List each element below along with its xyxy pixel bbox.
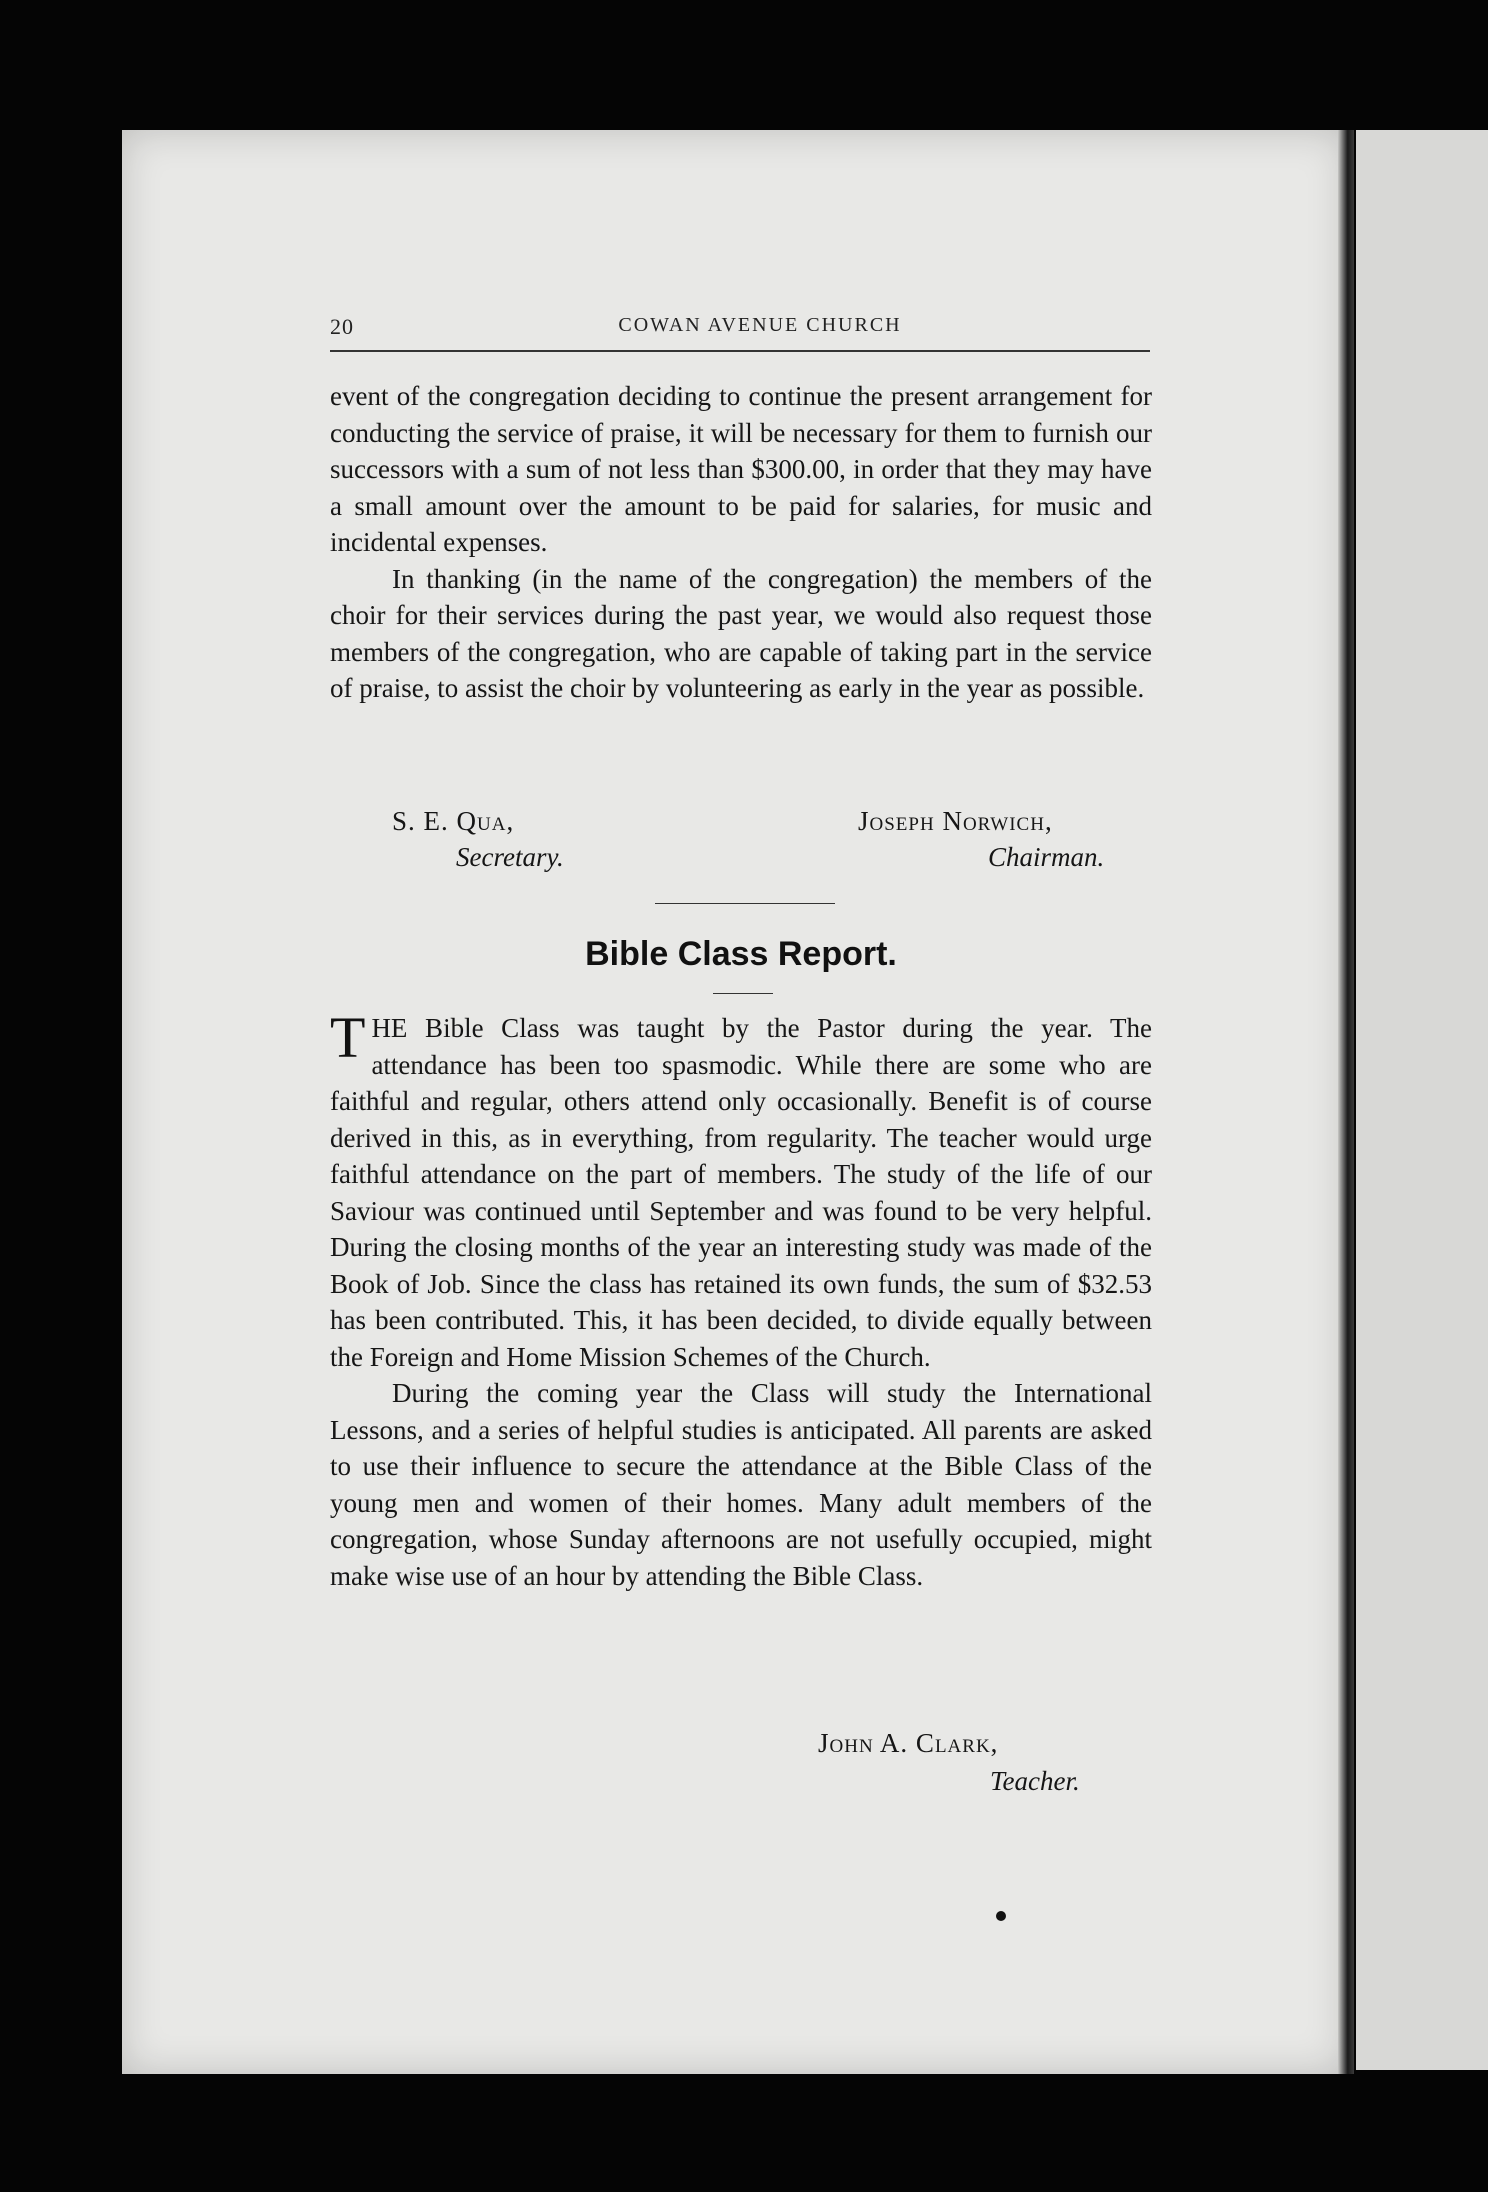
bible-class-paragraph-1	[330, 1005, 1152, 1375]
page-number: 20	[330, 314, 354, 339]
bible-class-paragraph-2: During the coming year the Class will study the International Lessons, and a series of helpful studies is anticipated. All parents are asked to use their influence to secure the attendance at the Bible Class of the young men and women of their homes. Many adult members of the congregation, whose Sunday afternoons are not usefully occupied, might make wise use of an hour by attending the Bible Class.	[330, 1378, 1152, 1591]
title-underline	[713, 993, 773, 994]
teacher-signature	[330, 1728, 1152, 1808]
dropcap-letter: T	[330, 1005, 366, 1070]
header-rule	[330, 350, 1150, 352]
teacher-name: John A. Clark,	[818, 1728, 999, 1758]
chairman-name: Joseph Norwich,	[858, 806, 1053, 836]
secretary-title: Secretary.	[456, 842, 564, 872]
section-divider	[655, 903, 835, 904]
book-gutter	[1338, 130, 1354, 2074]
ink-dot	[996, 1911, 1006, 1921]
choir-paragraph-2: In thanking (in the name of the congregation) the members of the choir for their services during the past year, we would also request those members of the congregation, who are capable of taking part in the service of praise, to assist the choir by volunteering as early in the year as possible.	[330, 563, 1152, 703]
bible-class-report-text	[330, 1005, 1152, 1594]
chairman-title: Chairman.	[988, 842, 1105, 872]
secretary-name: S. E. Qua,	[392, 806, 515, 836]
running-header	[330, 310, 1150, 350]
bible-class-report-title: Bible Class Report.	[585, 935, 897, 973]
teacher-title: Teacher.	[990, 1766, 1080, 1796]
facing-page-edge	[1356, 130, 1488, 2070]
choir-signatures	[330, 806, 1152, 886]
running-title: COWAN AVENUE CHURCH	[618, 314, 902, 336]
choir-report-text	[330, 378, 1152, 707]
bible-class-paragraph-1-text: HE Bible Class was taught by the Pastor during the year. The attendance has been too spasmodic. While there are some who are faithful and regular, others attend only occasionally. Benefit is of course derived in this, as in everything, from regularity. The teacher would urge faithful attendance on the part of members. The study of the life of our Saviour was continued until September and was found to be very helpful. During the closing months of the year an interesting study was made of the Book of Job. Since the class has retained its own funds, the sum of $32.53 has been contributed. This, it has been decided, to divide equally between the Foreign and Home Mission Schemes of the Church.	[330, 1013, 1152, 1372]
choir-paragraph-1: event of the congregation deciding to continue the present arrangement for conducting the service of praise, it will be necessary for them to furnish our successors with a sum of not less than $300.00, in order that they may have a small amount over the amount to be paid for salaries, for music and incidental expenses.	[330, 381, 1152, 557]
